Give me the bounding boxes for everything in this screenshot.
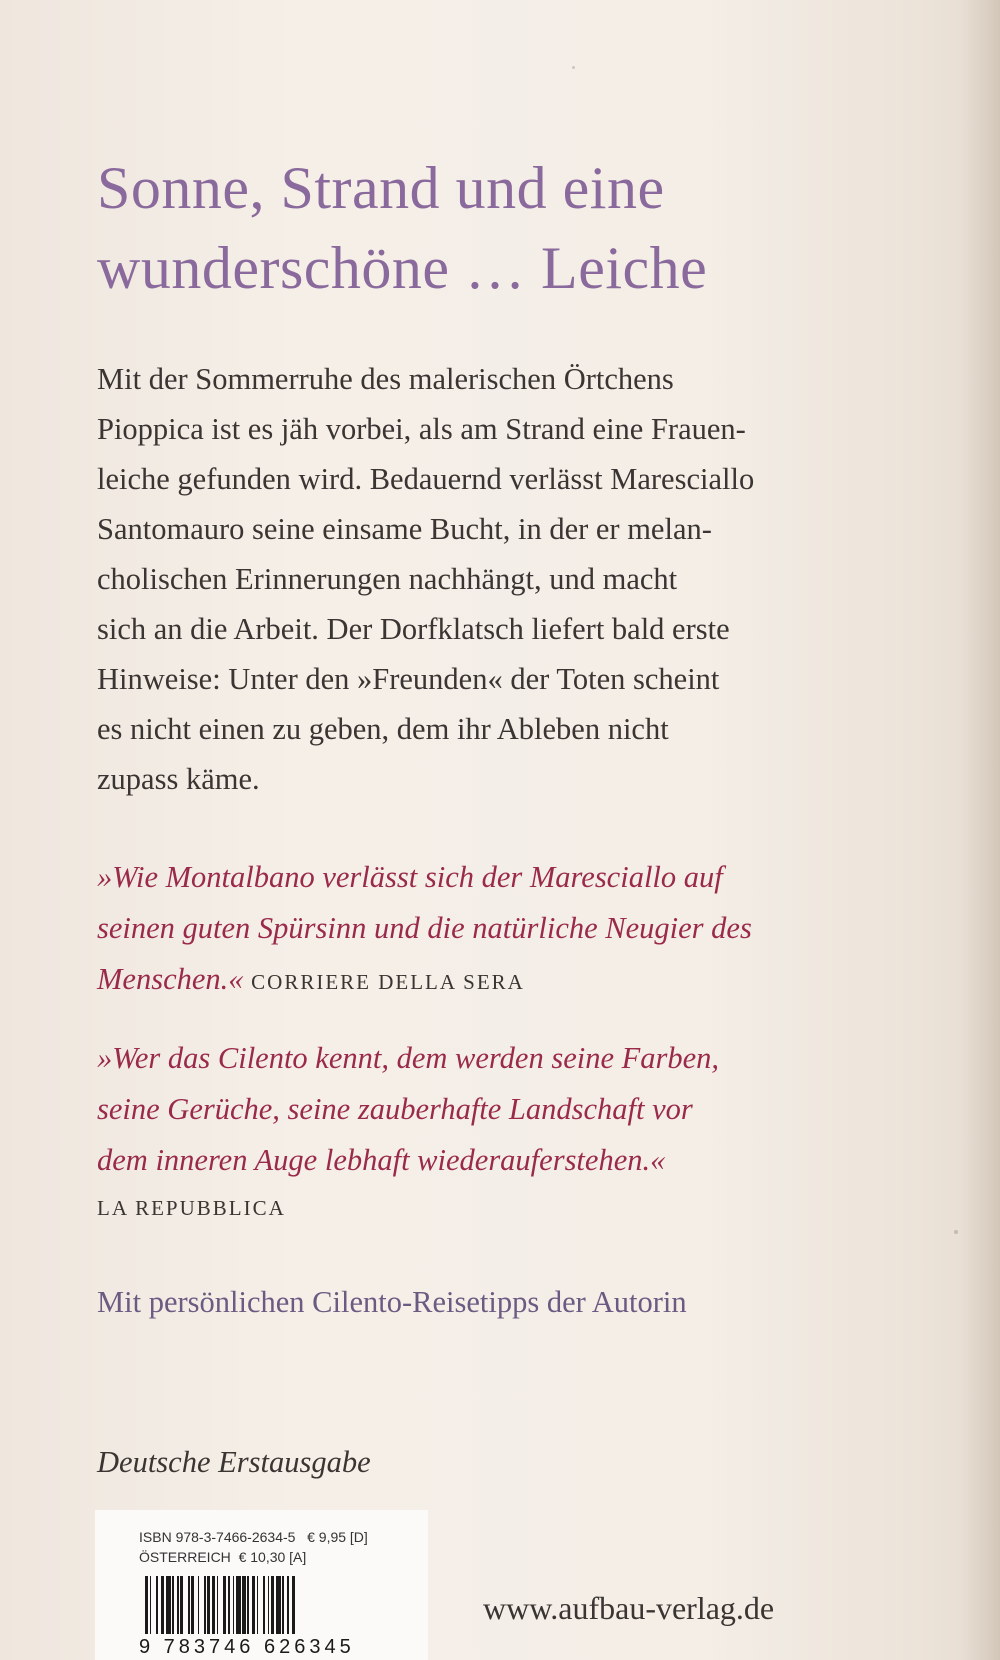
publisher-website: www.aufbau-verlag.de [483, 1590, 775, 1626]
paper-speck [572, 66, 575, 69]
barcode-bar [191, 1576, 194, 1634]
travel-tips-note: Mit persönlichen Cilento-Reisetipps der Autorin [97, 1285, 687, 1319]
blurb-line: Mit der Sommerruhe des malerischen Örtchens [97, 362, 674, 396]
barcode-bar [252, 1576, 255, 1634]
quote-line: seine Gerüche, seine zauberhafte Landschaft vor [97, 1092, 693, 1126]
blurb-line: zupass käme. [97, 762, 260, 796]
barcode-bar [228, 1576, 230, 1634]
blurb-line: es nicht einen zu geben, dem ihr Ableben nicht [97, 712, 669, 746]
barcode-bar [150, 1576, 152, 1634]
isbn-barcode-label [95, 1510, 428, 1660]
barcode-bar [287, 1576, 289, 1634]
quote-line: »Wer das Cilento kennt, dem werden seine Farben, [97, 1041, 720, 1075]
barcode-bar [161, 1576, 164, 1634]
barcode-bar [145, 1576, 148, 1634]
barcode-bar [268, 1576, 270, 1634]
barcode-bar [177, 1576, 179, 1634]
barcode-bar [204, 1576, 206, 1634]
barcode-bar [292, 1576, 295, 1634]
blurb-text [97, 354, 887, 804]
headline [97, 148, 957, 308]
barcode-bar [212, 1576, 215, 1634]
barcode-bar [172, 1576, 174, 1634]
barcode-bar [282, 1576, 284, 1634]
paper-speck [954, 1230, 958, 1234]
blurb-line: cholischen Erinnerungen nachhängt, und macht [97, 562, 678, 596]
barcode-bar [257, 1576, 259, 1634]
barcode-bar [198, 1576, 200, 1634]
barcode-bar [217, 1576, 219, 1634]
cover-edge-shadow [960, 0, 1000, 1660]
blurb-line: Hinweise: Unter den »Freunden« der Toten scheint [97, 662, 720, 696]
barcode-bar [207, 1576, 210, 1634]
quote-line: dem inneren Auge lebhaft wiederauferstehen.« [97, 1143, 666, 1177]
review-quote-repubblica [97, 1033, 897, 1228]
barcode-bar [276, 1576, 281, 1634]
barcode-bar [271, 1576, 274, 1634]
barcode-bar [247, 1576, 249, 1634]
headline-line-1: Sonne, Strand und eine [97, 155, 665, 221]
blurb-line: Santomauro seine einsame Bucht, in der er melan- [97, 512, 712, 546]
quote-line: seinen guten Spürsinn und die natürliche Neugier des [97, 911, 752, 945]
review-quote-corriere [97, 852, 897, 1008]
blurb-line: sich an die Arbeit. Der Dorfklatsch liefert bald erste [97, 612, 730, 646]
quote-source: CORRIERE DELLA SERA [251, 970, 525, 994]
barcode-bar [156, 1576, 158, 1634]
barcode-bar [236, 1576, 241, 1634]
headline-line-2: wunderschöne … Leiche [97, 235, 708, 301]
barcode-digits: 9 783746 626345 [139, 1636, 355, 1658]
blurb-line: Pioppica ist es jäh vorbei, als am Strand eine Frauen- [97, 412, 746, 446]
barcode [145, 1576, 395, 1634]
barcode-bar [242, 1576, 245, 1634]
quote-line: Menschen.« [97, 962, 244, 996]
austria-price-line: ÖSTERREICH € 10,30 [A] [139, 1549, 307, 1565]
quote-line: »Wie Montalbano verlässt sich der Maresciallo auf [97, 860, 723, 894]
barcode-bar [263, 1576, 265, 1634]
barcode-bar [223, 1576, 226, 1634]
edition-note: Deutsche Erstausgabe [97, 1445, 371, 1479]
barcode-bar [180, 1576, 183, 1634]
barcode-bar [166, 1576, 171, 1634]
quote-source: LA REPUBBLICA [97, 1196, 286, 1220]
barcode-bar [188, 1576, 190, 1634]
blurb-line: leiche gefunden wird. Bedauernd verlässt Maresciallo [97, 462, 755, 496]
barcode-bar [233, 1576, 235, 1634]
isbn-price-line: ISBN 978-3-7466-2634-5 € 9,95 [D] [139, 1529, 368, 1545]
